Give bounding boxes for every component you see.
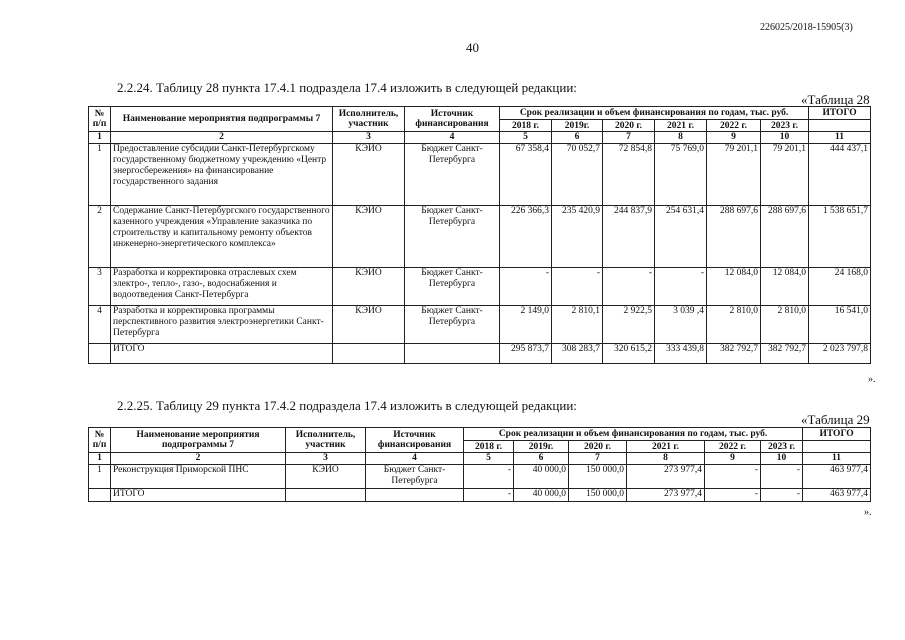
year-value: 12 084,0 [761, 268, 809, 306]
column-number-row [89, 453, 871, 465]
table-28 [88, 106, 871, 364]
column-number: 5 [464, 453, 514, 465]
executor: КЭИО [333, 144, 405, 206]
header-year: 2021 г. [627, 441, 705, 453]
header-year: 2023 г. [761, 441, 803, 453]
measure-name: Разработка и корректировка программы перспективного развития электроэнергетики Санкт-Петербурга [111, 306, 333, 344]
page-number: 40 [466, 40, 479, 55]
table-row [89, 306, 871, 344]
funding-source: Бюджет Санкт-Петербурга [366, 465, 464, 489]
header-executor: Исполнитель, участник [286, 428, 366, 453]
header-period: Срок реализации и объем финансирования по годам, тыс. руб. [464, 428, 803, 441]
table-row [89, 465, 871, 489]
empty-cell [366, 489, 464, 502]
year-value: 3 039 ,4 [655, 306, 707, 344]
year-total: 40 000,0 [514, 489, 569, 502]
year-value: 72 854,8 [603, 144, 655, 206]
year-value: - [552, 268, 603, 306]
end-quote-mark: ». [868, 374, 876, 385]
section-heading-1: 2.2.24. Таблицу 28 пункта 17.4.1 подраздела 17.4 изложить в следующей редакции: [117, 80, 577, 95]
measure-name: Предоставление субсидии Санкт-Петербургскому государственному бюджетному учреждению «Центр энергосбережения» на финансирование государственного задания [111, 144, 333, 206]
empty-cell [333, 344, 405, 364]
year-value: 79 201,1 [707, 144, 761, 206]
year-total: 273 977,4 [627, 489, 705, 502]
year-total: - [705, 489, 761, 502]
column-number: 1 [89, 132, 111, 144]
table-row [89, 206, 871, 268]
row-total: 463 977,4 [803, 465, 871, 489]
year-total: 382 792,7 [761, 344, 809, 364]
end-quote-mark: ». [864, 507, 872, 518]
funding-source: Бюджет Санкт-Петербурга [405, 306, 500, 344]
header-year: 2022 г. [705, 441, 761, 453]
year-value: - [603, 268, 655, 306]
year-total: 320 615,2 [603, 344, 655, 364]
total-label: ИТОГО [111, 344, 333, 364]
header-source: Источник финансирования [405, 107, 500, 132]
year-value: - [761, 465, 803, 489]
year-total: - [464, 489, 514, 502]
column-number: 9 [705, 453, 761, 465]
year-value: 2 810,0 [761, 306, 809, 344]
header-year: 2020 г. [569, 441, 627, 453]
executor: КЭИО [333, 268, 405, 306]
header-num: № п/п [89, 428, 111, 453]
year-value: 150 000,0 [569, 465, 627, 489]
header-year: 2023 г. [761, 120, 809, 132]
grand-total: 463 977,4 [803, 489, 871, 502]
row-number: 1 [89, 465, 111, 489]
year-value: 244 837,9 [603, 206, 655, 268]
year-value: 70 052,7 [552, 144, 603, 206]
column-number: 7 [603, 132, 655, 144]
funding-source: Бюджет Санкт-Петербурга [405, 268, 500, 306]
year-total: - [761, 489, 803, 502]
total-row [89, 489, 871, 502]
executor: КЭИО [333, 306, 405, 344]
column-number: 2 [111, 453, 286, 465]
year-value: 254 631,4 [655, 206, 707, 268]
empty-cell [89, 344, 111, 364]
year-value: 2 810,0 [707, 306, 761, 344]
column-number: 10 [761, 453, 803, 465]
header-year: 2020 г. [603, 120, 655, 132]
column-number: 8 [655, 132, 707, 144]
document-id: 226025/2018-15905(3) [760, 22, 853, 33]
column-number: 8 [627, 453, 705, 465]
column-number: 6 [552, 132, 603, 144]
empty-cell [89, 489, 111, 502]
year-value: - [500, 268, 552, 306]
header-source: Источник финансирования [366, 428, 464, 453]
header-period: Срок реализации и объем финансирования по годам, тыс. руб. [500, 107, 809, 120]
column-number: 4 [405, 132, 500, 144]
year-value: 67 358,4 [500, 144, 552, 206]
year-value: - [705, 465, 761, 489]
header-year: 2018 г. [500, 120, 552, 132]
table-29 [88, 427, 871, 502]
column-number: 2 [111, 132, 333, 144]
header-name: Наименование мероприятия подпрограммы 7 [111, 428, 286, 453]
total-row [89, 344, 871, 364]
year-value: 273 977,4 [627, 465, 705, 489]
empty-cell [286, 489, 366, 502]
year-total: 382 792,7 [707, 344, 761, 364]
column-number: 11 [803, 453, 871, 465]
column-number: 6 [514, 453, 569, 465]
header-name: Наименование мероприятия подпрограммы 7 [111, 107, 333, 132]
header-year: 2018 г. [464, 441, 514, 453]
table-caption-29: «Таблица 29 [801, 412, 870, 427]
row-number: 4 [89, 306, 111, 344]
header-year: 2019г. [514, 441, 569, 453]
funding-source: Бюджет Санкт-Петербурга [405, 144, 500, 206]
year-value: 226 366,3 [500, 206, 552, 268]
year-total: 333 439,8 [655, 344, 707, 364]
column-number: 3 [333, 132, 405, 144]
year-total: 308 283,7 [552, 344, 603, 364]
row-number: 3 [89, 268, 111, 306]
column-number: 3 [286, 453, 366, 465]
total-label: ИТОГО [111, 489, 286, 502]
year-value: 288 697,6 [707, 206, 761, 268]
column-number: 4 [366, 453, 464, 465]
row-total: 24 168,0 [809, 268, 871, 306]
column-number: 10 [761, 132, 809, 144]
year-value: 40 000,0 [514, 465, 569, 489]
table-caption-28: «Таблица 28 [801, 92, 870, 107]
column-number: 7 [569, 453, 627, 465]
year-value: 235 420,9 [552, 206, 603, 268]
row-total: 1 538 651,7 [809, 206, 871, 268]
header-year: 2019г. [552, 120, 603, 132]
header-total: ИТОГО [809, 107, 871, 120]
funding-source: Бюджет Санкт-Петербурга [405, 206, 500, 268]
row-number: 1 [89, 144, 111, 206]
year-total: 295 873,7 [500, 344, 552, 364]
year-value: 2 149,0 [500, 306, 552, 344]
table-row [89, 144, 871, 206]
column-number: 9 [707, 132, 761, 144]
section-heading-2: 2.2.25. Таблицу 29 пункта 17.4.2 подраздела 17.4 изложить в следующей редакции: [117, 398, 577, 413]
measure-name: Разработка и корректировка отраслевых схем электро-, тепло-, газо-, водоснабжения и водоотведения Санкт-Петербурга [111, 268, 333, 306]
column-number: 5 [500, 132, 552, 144]
row-total: 16 541,0 [809, 306, 871, 344]
row-number: 2 [89, 206, 111, 268]
table-row [89, 268, 871, 306]
column-number: 11 [809, 132, 871, 144]
year-value: 2 810,1 [552, 306, 603, 344]
executor: КЭИО [286, 465, 366, 489]
column-number-row [89, 132, 871, 144]
measure-name: Реконструкция Приморской ПНС [111, 465, 286, 489]
measure-name: Содержание Санкт-Петербургского государственного казенного учреждения «Управление заказчика по строительству и капитальному ремонту объектов инженерно-энергетического комплекса» [111, 206, 333, 268]
year-value: 75 769,0 [655, 144, 707, 206]
empty-cell [405, 344, 500, 364]
grand-total: 2 023 797,8 [809, 344, 871, 364]
header-executor: Исполнитель, участник [333, 107, 405, 132]
executor: КЭИО [333, 206, 405, 268]
header-year: 2022 г. [707, 120, 761, 132]
year-value: - [464, 465, 514, 489]
header-total: ИТОГО [803, 428, 871, 441]
year-value: - [655, 268, 707, 306]
header-year: 2021 г. [655, 120, 707, 132]
year-value: 12 084,0 [707, 268, 761, 306]
column-number: 1 [89, 453, 111, 465]
year-value: 2 922,5 [603, 306, 655, 344]
header-num: № п/п [89, 107, 111, 132]
year-value: 288 697,6 [761, 206, 809, 268]
row-total: 444 437,1 [809, 144, 871, 206]
year-value: 79 201,1 [761, 144, 809, 206]
year-total: 150 000,0 [569, 489, 627, 502]
